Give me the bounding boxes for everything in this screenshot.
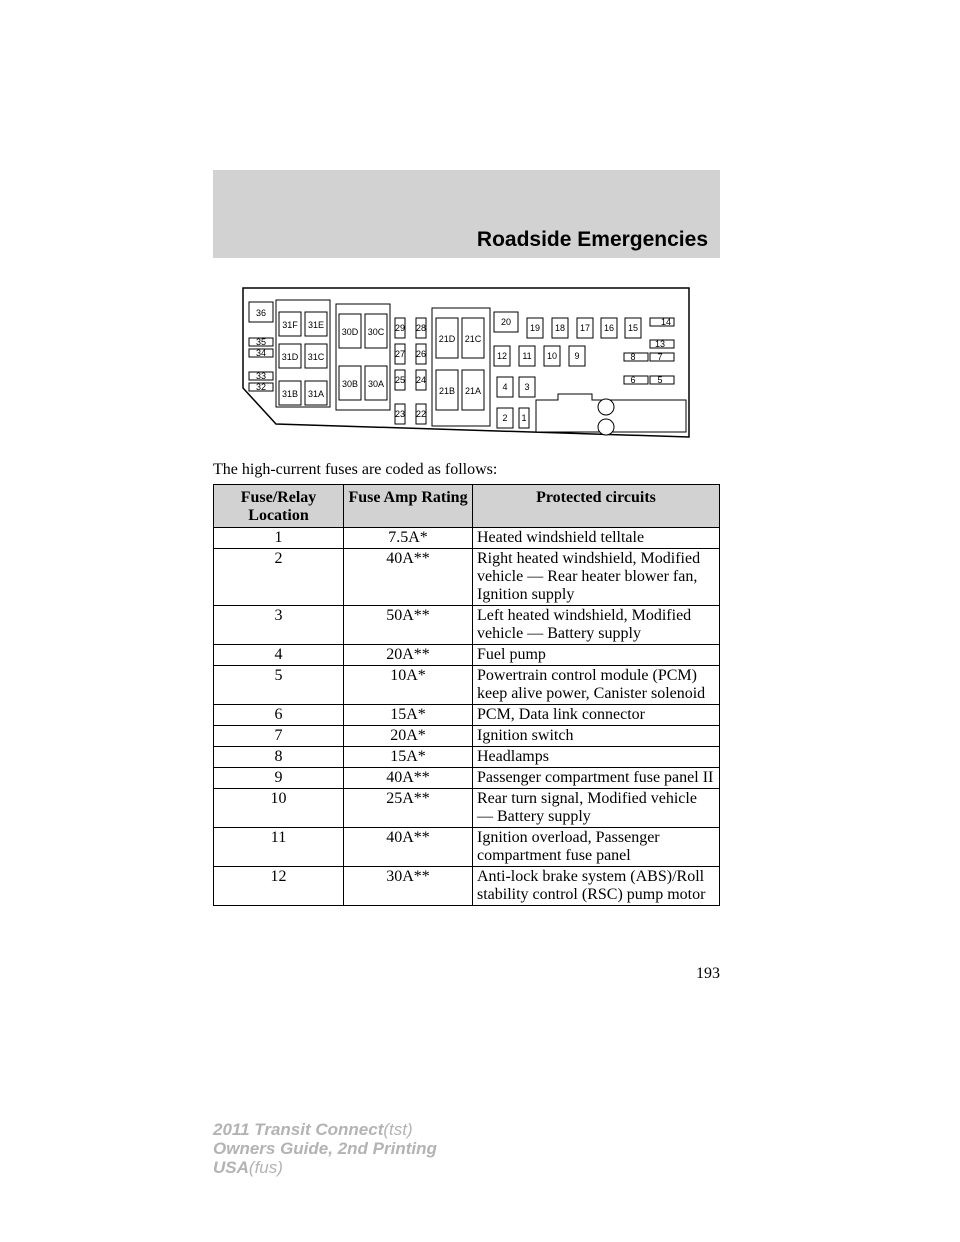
cell-rating: 20A** bbox=[344, 645, 473, 666]
footer-market-code: (fus) bbox=[248, 1158, 283, 1177]
label-31A: 31A bbox=[307, 389, 325, 399]
fuse-box-diagram bbox=[240, 284, 690, 440]
cell-circuits: Headlamps bbox=[473, 747, 720, 768]
cell-rating: 40A** bbox=[344, 549, 473, 606]
label-29: 29 bbox=[394, 323, 406, 333]
cell-location: 3 bbox=[214, 606, 344, 645]
cell-circuits: Left heated windshield, Modified vehicle — Battery supply bbox=[473, 606, 720, 645]
cell-rating: 25A** bbox=[344, 789, 473, 828]
table-row bbox=[214, 705, 720, 726]
section-header-band bbox=[213, 170, 720, 258]
table-row bbox=[214, 666, 720, 705]
footer-model: 2011 Transit Connect bbox=[213, 1120, 384, 1139]
label-33: 33 bbox=[255, 371, 267, 381]
label-10: 10 bbox=[546, 351, 558, 361]
table-row bbox=[214, 645, 720, 666]
label-21B: 21B bbox=[438, 386, 456, 396]
cell-rating: 10A* bbox=[344, 666, 473, 705]
cell-rating: 40A** bbox=[344, 768, 473, 789]
section-title: Roadside Emergencies bbox=[476, 228, 708, 251]
label-17: 17 bbox=[579, 323, 591, 333]
table-row bbox=[214, 528, 720, 549]
label-3: 3 bbox=[524, 382, 530, 392]
label-21C: 21C bbox=[464, 334, 482, 344]
cell-rating: 40A** bbox=[344, 828, 473, 867]
cell-rating: 15A* bbox=[344, 747, 473, 768]
label-11: 11 bbox=[522, 351, 532, 361]
label-23: 23 bbox=[394, 409, 406, 419]
label-27: 27 bbox=[394, 349, 406, 359]
label-20: 20 bbox=[500, 317, 512, 327]
label-31E: 31E bbox=[307, 320, 325, 330]
label-25: 25 bbox=[394, 375, 406, 385]
label-31F: 31F bbox=[282, 320, 298, 330]
label-19: 19 bbox=[529, 323, 541, 333]
cell-circuits: Anti-lock brake system (ABS)/Roll stability control (RSC) pump motor bbox=[473, 867, 720, 906]
footer-line-2 bbox=[213, 1139, 437, 1158]
label-26: 26 bbox=[415, 349, 427, 359]
cell-location: 8 bbox=[214, 747, 344, 768]
table-row bbox=[214, 828, 720, 867]
label-8: 8 bbox=[630, 352, 636, 362]
label-32: 32 bbox=[255, 382, 267, 392]
intro-text: The high-current fuses are coded as follows: bbox=[213, 461, 498, 478]
label-30B: 30B bbox=[341, 379, 359, 389]
table-row bbox=[214, 789, 720, 828]
header-location: Fuse/Relay Location bbox=[214, 485, 344, 528]
label-30D: 30D bbox=[341, 327, 359, 337]
connector-post-lower bbox=[598, 419, 614, 435]
label-6: 6 bbox=[630, 375, 636, 385]
label-30C: 30C bbox=[367, 327, 385, 337]
cell-location: 5 bbox=[214, 666, 344, 705]
cell-circuits: Ignition switch bbox=[473, 726, 720, 747]
fuse-box-svg bbox=[240, 284, 690, 440]
cell-circuits: Passenger compartment fuse panel II bbox=[473, 768, 720, 789]
cell-rating: 15A* bbox=[344, 705, 473, 726]
cell-circuits: Fuel pump bbox=[473, 645, 720, 666]
cell-circuits: Heated windshield telltale bbox=[473, 528, 720, 549]
label-14: 14 bbox=[660, 317, 672, 327]
footer-line-3 bbox=[213, 1158, 437, 1177]
label-30A: 30A bbox=[367, 379, 385, 389]
label-31B: 31B bbox=[281, 389, 299, 399]
cell-circuits: Powertrain control module (PCM) keep alive power, Canister solenoid bbox=[473, 666, 720, 705]
cell-location: 1 bbox=[214, 528, 344, 549]
footer-imprint bbox=[213, 1120, 437, 1177]
cell-rating: 20A* bbox=[344, 726, 473, 747]
label-18: 18 bbox=[554, 323, 566, 333]
label-4: 4 bbox=[502, 382, 508, 392]
footer-market: USA bbox=[213, 1158, 249, 1177]
label-34: 34 bbox=[255, 348, 267, 358]
table-row bbox=[214, 867, 720, 906]
table-row bbox=[214, 747, 720, 768]
cell-location: 4 bbox=[214, 645, 344, 666]
label-28: 28 bbox=[415, 323, 427, 333]
label-21A: 21A bbox=[464, 386, 482, 396]
label-7: 7 bbox=[657, 352, 663, 362]
fuse-6 bbox=[624, 376, 648, 384]
cell-circuits: PCM, Data link connector bbox=[473, 705, 720, 726]
cell-rating: 30A** bbox=[344, 867, 473, 906]
cell-location: 7 bbox=[214, 726, 344, 747]
table-header-row bbox=[214, 485, 720, 528]
label-36: 36 bbox=[255, 308, 267, 318]
table-row bbox=[214, 549, 720, 606]
table-row bbox=[214, 606, 720, 645]
cell-location: 12 bbox=[214, 867, 344, 906]
label-35: 35 bbox=[255, 337, 267, 347]
cell-location: 10 bbox=[214, 789, 344, 828]
cell-circuits: Ignition overload, Passenger compartment fuse panel bbox=[473, 828, 720, 867]
fuse-table bbox=[213, 484, 720, 906]
cell-location: 2 bbox=[214, 549, 344, 606]
label-13: 13 bbox=[654, 339, 666, 349]
table-row bbox=[214, 726, 720, 747]
label-22: 22 bbox=[415, 409, 427, 419]
label-5: 5 bbox=[657, 375, 663, 385]
cell-location: 6 bbox=[214, 705, 344, 726]
label-21D: 21D bbox=[438, 334, 456, 344]
cell-circuits: Right heated windshield, Modified vehicle — Rear heater blower fan, Ignition supply bbox=[473, 549, 720, 606]
label-1: 1 bbox=[521, 413, 527, 423]
label-31C: 31C bbox=[307, 352, 325, 362]
cell-location: 11 bbox=[214, 828, 344, 867]
page-number: 193 bbox=[696, 965, 720, 982]
label-12: 12 bbox=[496, 351, 508, 361]
cell-location: 9 bbox=[214, 768, 344, 789]
cell-circuits: Rear turn signal, Modified vehicle — Battery supply bbox=[473, 789, 720, 828]
header-circuits: Protected circuits bbox=[473, 485, 720, 528]
label-15: 15 bbox=[627, 323, 639, 333]
connector-post-upper bbox=[598, 399, 614, 415]
cell-rating: 7.5A* bbox=[344, 528, 473, 549]
header-rating: Fuse Amp Rating bbox=[344, 485, 473, 528]
footer-edition: Owners Guide, 2nd Printing bbox=[213, 1139, 437, 1158]
table-row bbox=[214, 768, 720, 789]
footer-line-1 bbox=[213, 1120, 437, 1139]
cell-rating: 50A** bbox=[344, 606, 473, 645]
label-24: 24 bbox=[415, 375, 427, 385]
label-2: 2 bbox=[502, 413, 508, 423]
label-16: 16 bbox=[603, 323, 615, 333]
label-9: 9 bbox=[574, 351, 580, 361]
footer-model-code: (tst) bbox=[383, 1120, 413, 1139]
fuse-8 bbox=[624, 353, 648, 361]
label-31D: 31D bbox=[281, 352, 299, 362]
